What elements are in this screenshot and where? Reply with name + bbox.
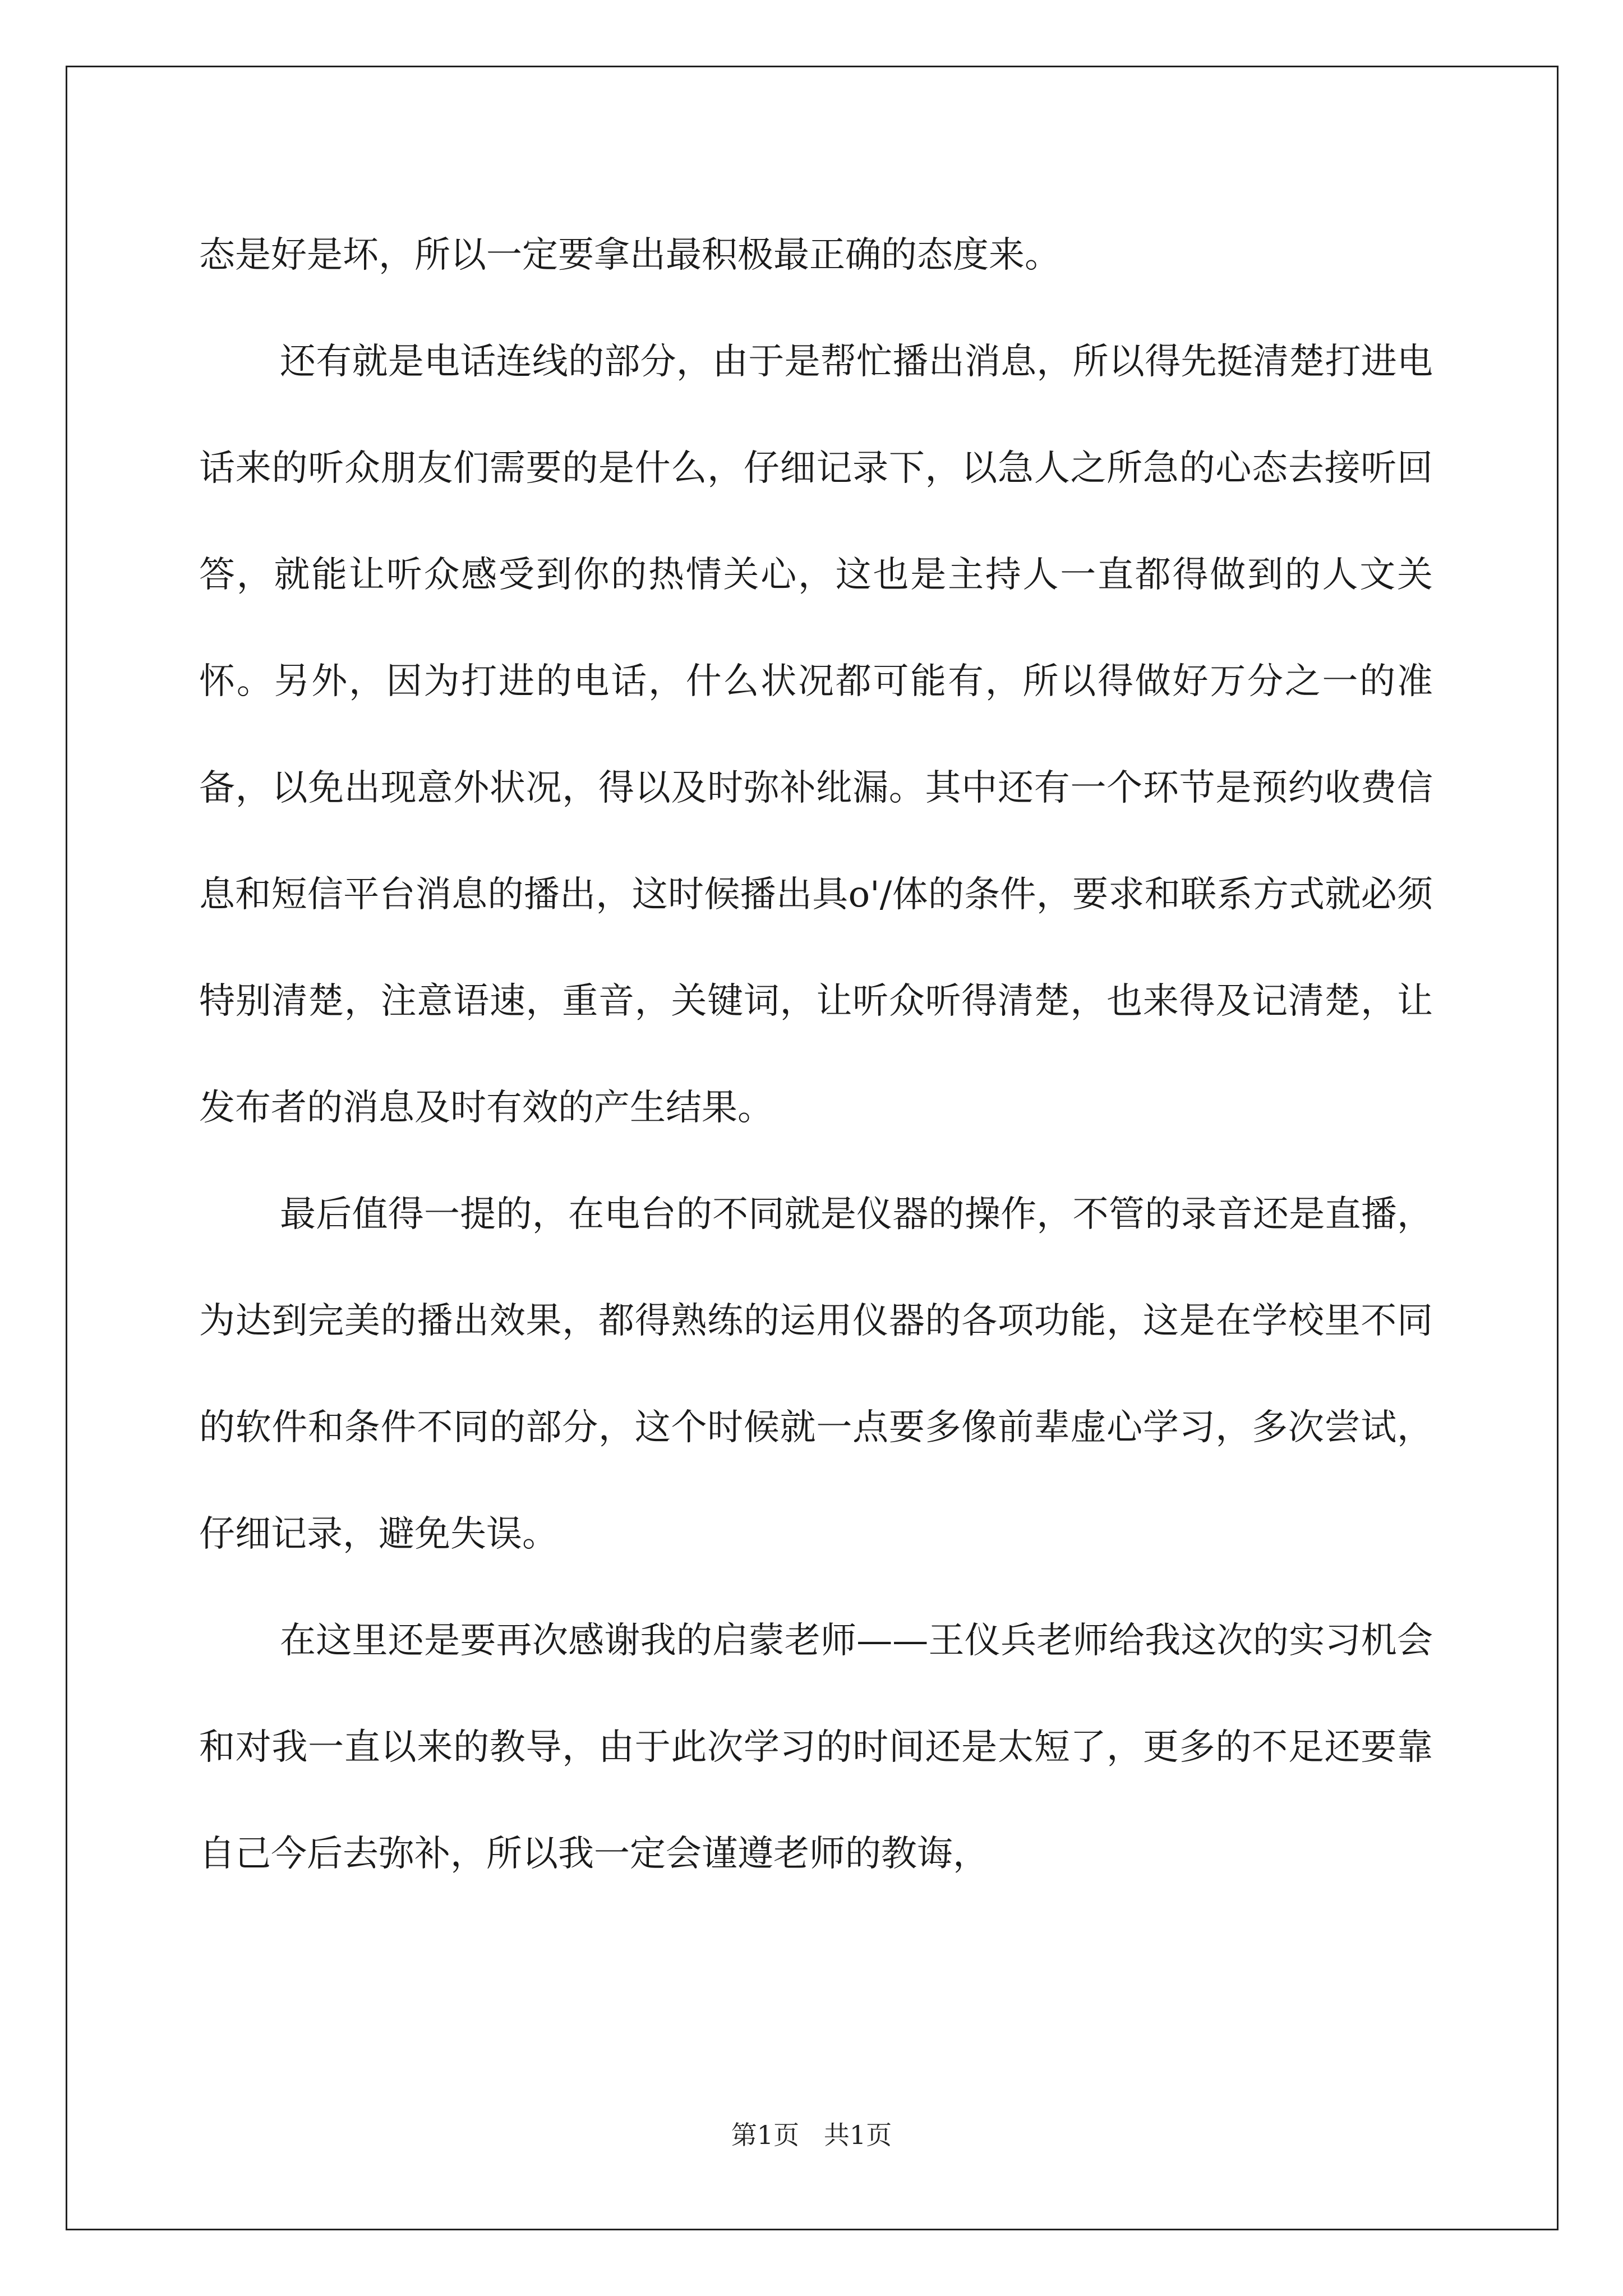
document-body — [199, 202, 1433, 1907]
paragraph-1: 态是好是坏，所以一定要拿出最积极最正确的态度来。 — [199, 234, 1061, 276]
paragraph-3: 最后值得一提的，在电台的不同就是仪器的操作，不管的录音还是直播，为达到完美的播出效果，都得熟练的运用仪器的各项功能，这是在学校里不同的软件和条件不同的部分，这个时候就一点要多像前辈虚心学习，多次尝试，仔细记录，避免失误。 — [199, 1194, 1433, 1555]
paragraph-4: 在这里还是要再次感谢我的启蒙老师——王仪兵老师给我这次的实习机会和对我一直以来的教导，由于此次学习的时间还是太短了，更多的不足还要靠自己今后去弥补，所以我一定会谨遵老师的教诲， — [199, 1620, 1433, 1875]
paragraph-2: 还有就是电话连线的部分，由于是帮忙播出消息，所以得先挺清楚打进电话来的听众朋友们需要的是什么，仔细记录下，以急人之所急的心态去接听回答，就能让听众感受到你的热情关心，这也是主持人一直都得做到的人文关怀。另外，因为打进的电话，什么状况都可能有，所以得做好万分之一的准备，以免出现意外状况，得以及时弥补纰漏。其中还有一个环节是预约收费信息和短信平台消息的播出，这时候播出具o'/体的条件，要求和联系方式就必须特别清楚，注意语速，重音，关键词，让听众听得清楚，也来得及记清楚，让发布者的消息及时有效的产生结果。 — [199, 341, 1433, 1129]
page-footer: 第1页 共1页 — [731, 2120, 892, 2150]
